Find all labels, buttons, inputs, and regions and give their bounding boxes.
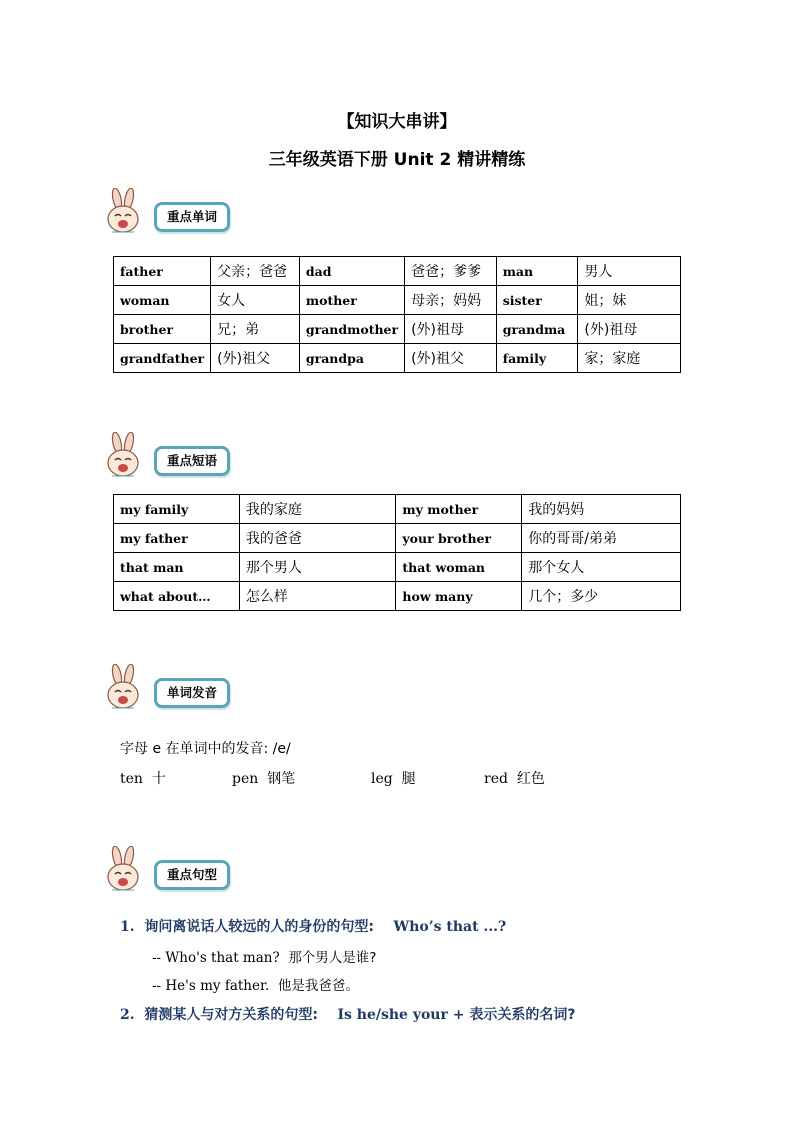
example-zh: 那个男人是谁?	[288, 950, 377, 966]
example-sentence	[152, 974, 359, 994]
meaning-cell: 兄；弟	[211, 315, 300, 344]
page-title: 【知识大串讲】	[337, 112, 457, 132]
term-cell: grandmother	[299, 315, 404, 344]
term-cell: grandpa	[299, 344, 404, 373]
pattern-english: Who’s that ...?	[393, 919, 507, 935]
term-cell: that woman	[396, 553, 522, 582]
pronunciation-word	[120, 768, 166, 788]
table-row	[114, 495, 681, 524]
meaning-cell: 我的爸爸	[239, 524, 396, 553]
meaning-cell: (外)祖父	[211, 344, 300, 373]
section-words-badge: 重点单词	[154, 202, 230, 232]
word-en: leg	[371, 771, 393, 787]
meaning-cell: 母亲；妈妈	[405, 286, 497, 315]
meaning-cell: (外)祖父	[405, 344, 497, 373]
table-row	[114, 344, 681, 373]
meaning-cell: 父亲；爸爸	[211, 257, 300, 286]
pattern-number: 2.	[120, 1007, 135, 1023]
bunny-icon	[102, 664, 144, 710]
pronunciation-word	[371, 768, 416, 788]
meaning-cell: 家；家庭	[578, 344, 681, 373]
pattern-description: 猜测某人与对方关系的句型:	[144, 1007, 318, 1023]
example-sentence	[152, 946, 376, 966]
pronunciation-word	[232, 768, 295, 788]
pattern-number: 1.	[120, 919, 135, 935]
pattern-description-tail: 表示关系的名词?	[469, 1007, 576, 1023]
meaning-cell: 那个男人	[239, 553, 396, 582]
term-cell: your brother	[396, 524, 522, 553]
term-cell: my mother	[396, 495, 522, 524]
term-cell: family	[496, 344, 578, 373]
phrases-table	[113, 494, 681, 611]
term-cell: what about…	[114, 582, 240, 611]
meaning-cell: 女人	[211, 286, 300, 315]
term-cell: grandfather	[114, 344, 211, 373]
word-zh: 十	[151, 771, 166, 787]
example-zh: 他是我爸爸。	[277, 978, 359, 994]
term-cell: mother	[299, 286, 404, 315]
words-table	[113, 256, 681, 373]
table-row	[114, 286, 681, 315]
term-cell: father	[114, 257, 211, 286]
pattern-english: Is he/she your +	[337, 1007, 465, 1023]
word-zh: 腿	[401, 771, 416, 787]
term-cell: that man	[114, 553, 240, 582]
term-cell: my father	[114, 524, 240, 553]
meaning-cell: (外)祖母	[405, 315, 497, 344]
term-cell: dad	[299, 257, 404, 286]
term-cell: woman	[114, 286, 211, 315]
pronunciation-intro: 字母 e 在单词中的发音: /e/	[120, 741, 291, 757]
pronunciation-word	[484, 768, 545, 788]
meaning-cell: 怎么样	[239, 582, 396, 611]
term-cell: grandma	[496, 315, 578, 344]
meaning-cell: 男人	[578, 257, 681, 286]
word-en: red	[484, 771, 508, 787]
page-subtitle: 三年级英语下册 Unit 2 精讲精练	[268, 150, 526, 170]
table-row	[114, 524, 681, 553]
meaning-cell: 我的妈妈	[522, 495, 681, 524]
meaning-cell: 姐；妹	[578, 286, 681, 315]
table-row	[114, 582, 681, 611]
meaning-cell: 我的家庭	[239, 495, 396, 524]
term-cell: man	[496, 257, 578, 286]
bunny-icon	[102, 432, 144, 478]
section-pronunciation-badge: 单词发音	[154, 678, 230, 708]
word-zh: 钢笔	[267, 771, 296, 787]
table-row	[114, 257, 681, 286]
meaning-cell: (外)祖母	[578, 315, 681, 344]
table-row	[114, 315, 681, 344]
section-phrases-badge: 重点短语	[154, 446, 230, 476]
section-sentences-badge: 重点句型	[154, 860, 230, 890]
meaning-cell: 几个；多少	[522, 582, 681, 611]
word-en: pen	[232, 771, 259, 787]
meaning-cell: 那个女人	[522, 553, 681, 582]
word-en: ten	[120, 771, 143, 787]
term-cell: sister	[496, 286, 578, 315]
word-zh: 红色	[516, 771, 545, 787]
table-row	[114, 553, 681, 582]
term-cell: my family	[114, 495, 240, 524]
pattern-description: 询问离说话人较远的人的身份的句型:	[144, 919, 374, 935]
meaning-cell: 你的哥哥/弟弟	[522, 524, 681, 553]
term-cell: how many	[396, 582, 522, 611]
example-en: -- He's my father.	[152, 978, 270, 994]
meaning-cell: 爸爸；爹爹	[405, 257, 497, 286]
term-cell: brother	[114, 315, 211, 344]
example-en: -- Who's that man?	[152, 950, 280, 966]
sentence-pattern-1	[120, 916, 506, 936]
bunny-icon	[102, 188, 144, 234]
sentence-pattern-2	[120, 1004, 575, 1024]
bunny-icon	[102, 846, 144, 892]
